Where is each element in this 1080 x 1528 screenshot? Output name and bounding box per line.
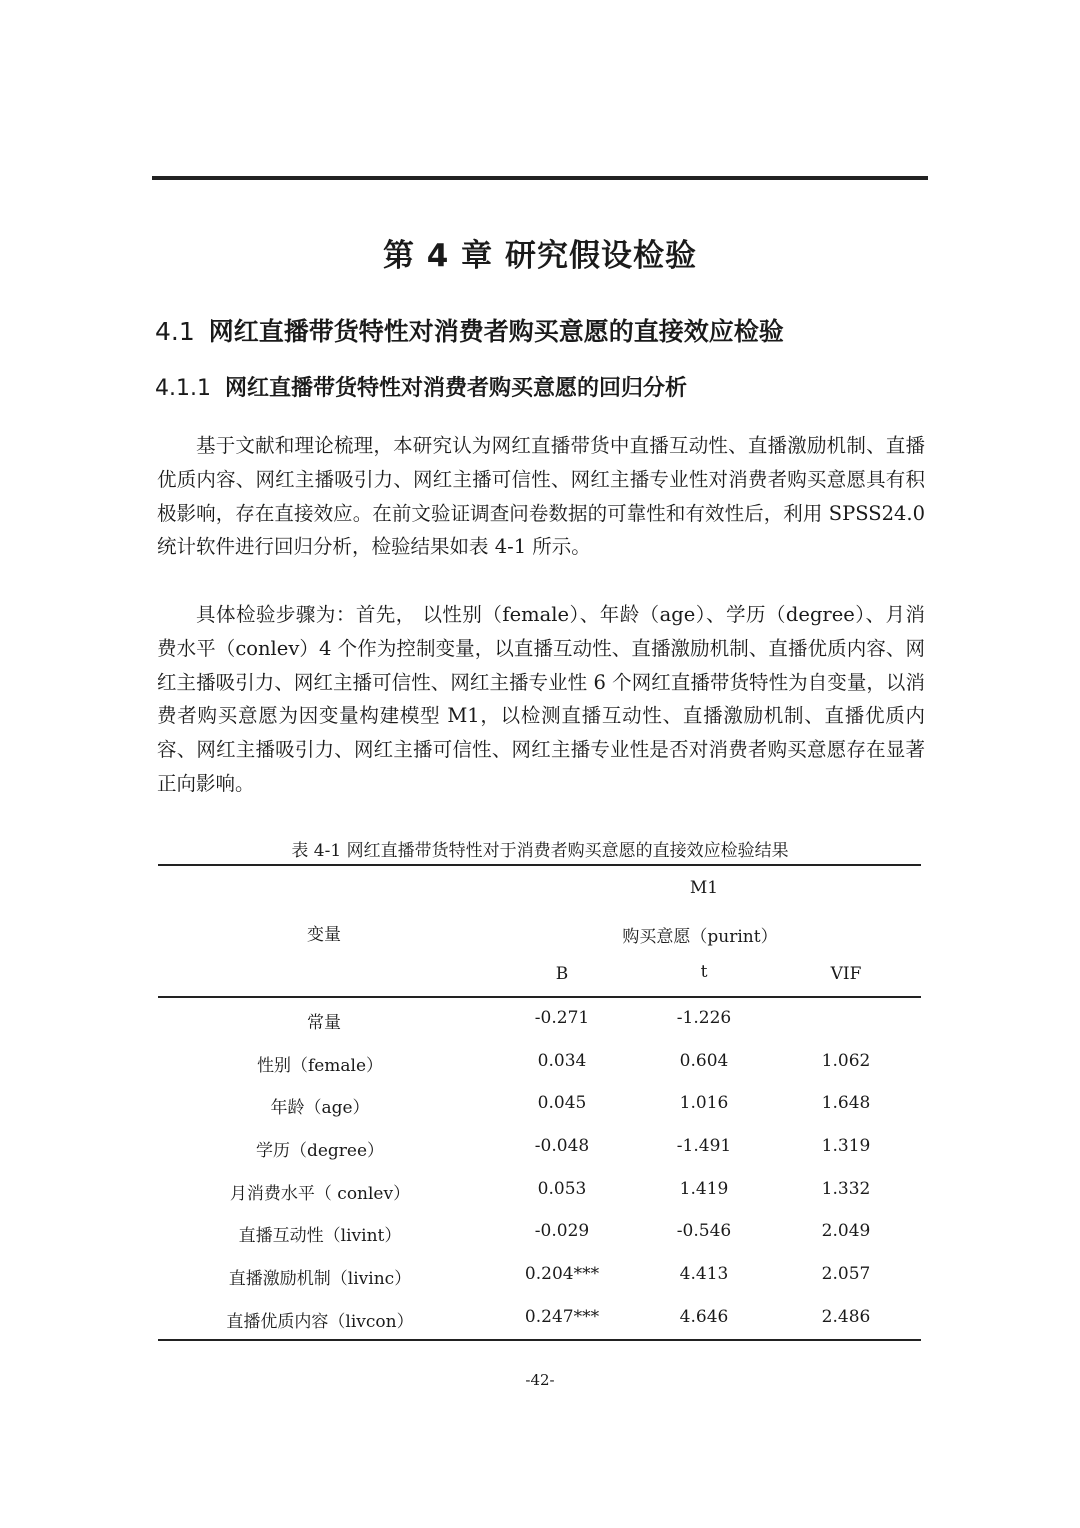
- table-row: [0, 1179, 1080, 1209]
- header-variable: 变量: [307, 925, 341, 945]
- row-vif: 2.486: [821, 1307, 871, 1327]
- row-variable: 直播互动性（livint）: [238, 1226, 402, 1246]
- subsection-title: 网红直播带货特性对消费者购买意愿的回归分析: [224, 376, 687, 401]
- row-b: -0.048: [534, 1136, 590, 1156]
- row-b: 0.204***: [524, 1264, 600, 1284]
- subsection-number: 4.1.1: [155, 376, 211, 401]
- table-top-rule: [158, 864, 921, 866]
- page-number: -42-: [525, 1371, 555, 1389]
- header-model: M1: [689, 878, 719, 898]
- row-vif: 1.332: [821, 1179, 871, 1199]
- row-b: -0.271: [534, 1008, 590, 1028]
- header-col-vif: VIF: [830, 964, 862, 984]
- row-b: 0.045: [537, 1093, 587, 1113]
- row-variable: 直播激励机制（livinc）: [228, 1269, 412, 1289]
- row-variable: 学历（degree）: [255, 1141, 385, 1161]
- row-variable: 月消费水平（ conlev）: [229, 1184, 411, 1204]
- row-b: 0.247***: [524, 1307, 600, 1327]
- row-t: -1.491: [676, 1136, 732, 1156]
- body-paragraph-2: 具体检验步骤为：首先， 以性别（female）、年龄（age）、学历（degree）、月消费水平（conlev）4 个作为控制变量，以直播互动性、直播激励机制、直播优质内容、网红主播吸引力、网红主播可信性、网红主播专业性 6 个网红直播带货特性为自变量，以消费者购买意愿为因变量构建模型 M1，以检测直播互动性、直播激励机制、直播优质内容、网红主播吸引力、网红主播可信性、网红主播专业性是否对消费者购买意愿存在显著正向影响。: [157, 603, 925, 795]
- row-vif: 1.062: [821, 1051, 871, 1071]
- row-b: -0.029: [534, 1221, 590, 1241]
- row-b: 0.034: [537, 1051, 587, 1071]
- row-b: 0.053: [537, 1179, 587, 1199]
- row-variable: 常量: [307, 1013, 341, 1033]
- row-t: 1.016: [679, 1093, 729, 1113]
- header-col-b: B: [555, 964, 569, 984]
- row-t: -1.226: [676, 1008, 732, 1028]
- table-bottom-rule: [158, 1339, 921, 1341]
- row-variable: 性别（female）: [256, 1056, 384, 1076]
- table-row: [0, 1008, 1080, 1038]
- row-t: 4.646: [679, 1307, 729, 1327]
- subsection-heading: [155, 371, 687, 402]
- row-t: -0.546: [676, 1221, 732, 1241]
- table-row: [0, 1221, 1080, 1251]
- table-row: [0, 1051, 1080, 1081]
- row-t: 4.413: [679, 1264, 729, 1284]
- row-vif: 1.319: [821, 1136, 871, 1156]
- table-caption: 表 4-1 网红直播带货特性对于消费者购买意愿的直接效应检验结果: [291, 841, 789, 861]
- header-col-t: t: [700, 962, 708, 982]
- table-row: [0, 1093, 1080, 1123]
- chapter-title: 第 4 章 研究假设检验: [383, 238, 697, 274]
- top-rule: [152, 176, 928, 180]
- table-header-rule: [158, 996, 921, 998]
- row-t: 1.419: [679, 1179, 729, 1199]
- section-number: 4.1: [155, 317, 195, 346]
- table-row: [0, 1307, 1080, 1337]
- row-vif: 1.648: [821, 1093, 871, 1113]
- row-t: 0.604: [679, 1051, 729, 1071]
- body-paragraph-1: 基于文献和理论梳理，本研究认为网红直播带货中直播互动性、直播激励机制、直播优质内容、网红主播吸引力、网红主播可信性、网红主播专业性对消费者购买意愿具有积极影响，存在直接效应。在前文验证调查问卷数据的可靠性和有效性后，利用 SPSS24.0 统计软件进行回归分析，检验结果如表 4-1 所示。: [157, 434, 925, 559]
- row-variable: 年龄（age）: [270, 1098, 370, 1118]
- table-row: [0, 1136, 1080, 1166]
- row-vif: 2.057: [821, 1264, 871, 1284]
- section-heading: [155, 312, 784, 348]
- row-variable: 直播优质内容（livcon）: [226, 1312, 414, 1332]
- row-vif: 2.049: [821, 1221, 871, 1241]
- header-dependent: 购买意愿（purint）: [622, 927, 778, 947]
- table-row: [0, 1264, 1080, 1294]
- section-title: 网红直播带货特性对消费者购买意愿的直接效应检验: [208, 317, 784, 346]
